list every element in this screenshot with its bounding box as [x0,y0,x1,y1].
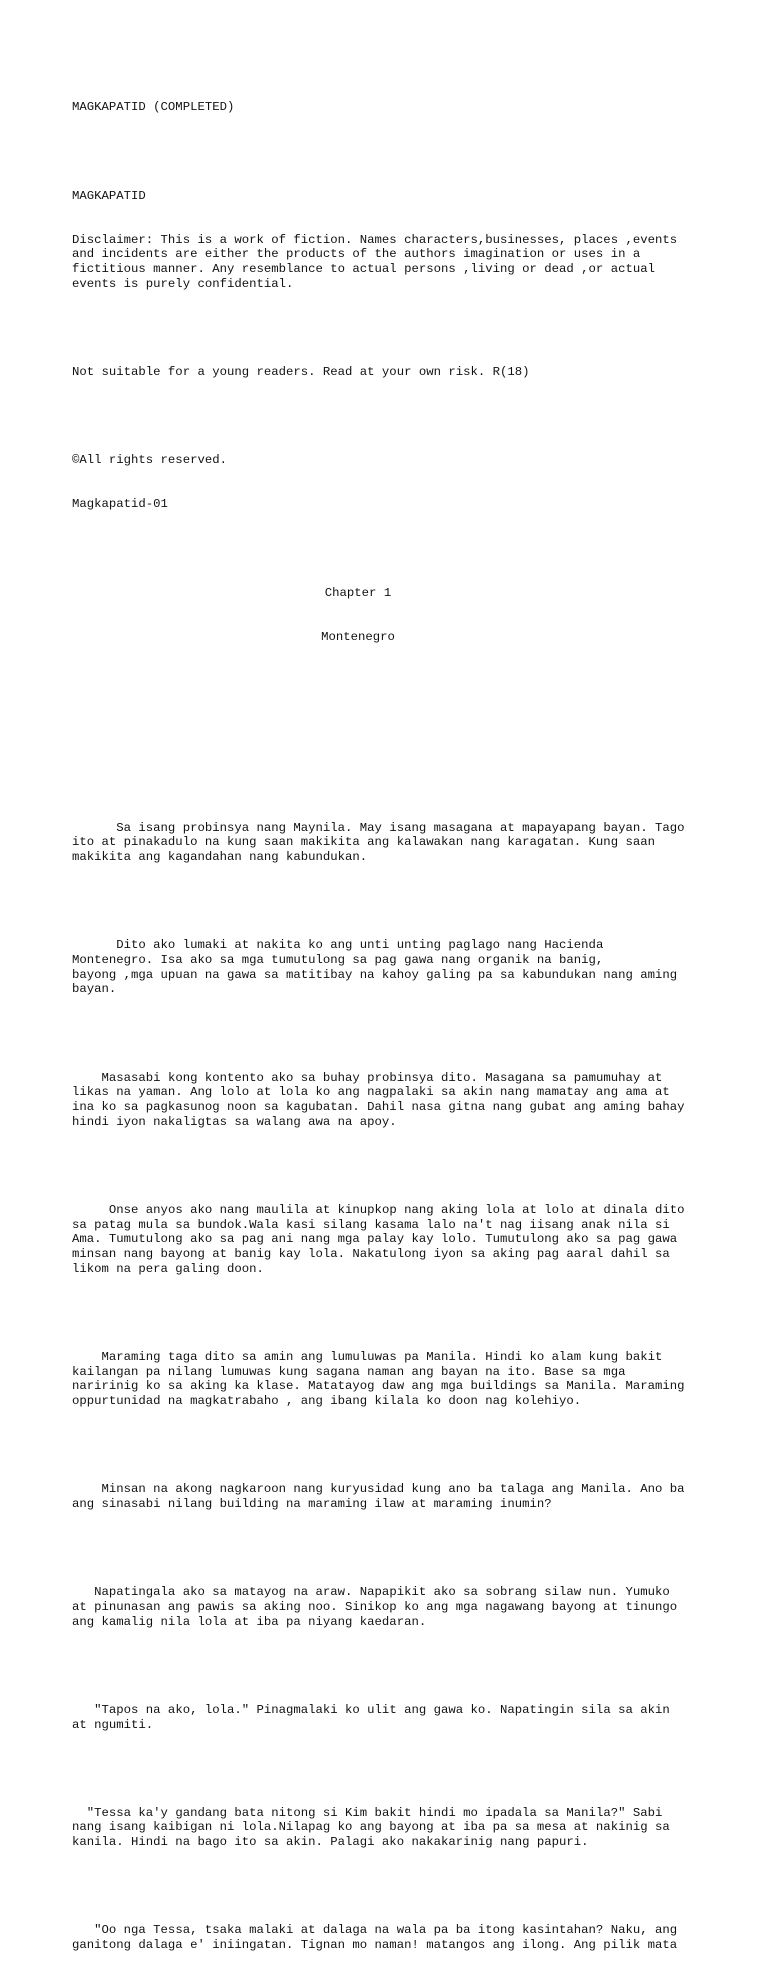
document-page [72,71,722,1967]
paragraph: Onse anyos ako nang maulila at kinupkop nang aking lola at lolo at dinala dito sa patag mula sa bundok.Wala kasi silang kasama lalo na't nag iisang anak nila si Ama. Tumutulong ako sa pag ani nang mga palay kay lolo. Tumutulong ako sa pag gawa minsan nang bayong at banig kay lola. Nakatulong iyon sa aking pag aaral dahil sa likom na pera galing doon. [72,1202,685,1276]
paragraph: Napatingala ako sa matayog na araw. Napapikit ako sa sobrang silaw nun. Yumuko at pinunasan ang pawis sa aking noo. Sinikop ko ang mga nagawang bayong at tinungo ang kamalig nila lola at iba pa niyang kaedaran. [72,1585,678,1629]
chapter-title: Montenegro [321,629,395,644]
chapter-number: Chapter 1 [324,585,392,600]
paragraph: Sa isang probinsya nang Maynila. May isang masagana at mapayapang bayan. Tago ito at pinakadulo na kung saan makikita ang kalawakan nang karagatan. Kung saan makikita ang kagandahan nang kabundukan. [72,820,685,865]
document-title: MAGKAPATID (COMPLETED) [72,100,235,115]
paragraph: "Tessa ka'y gandang bata nitong si Kim bakit hindi mo ipadala sa Manila?" Sabi nang isang kaibigan ni lola.Nilapag ko ang bayong at iba pa sa mesa at nakinig sa kanila. Hindi na bago ito sa akin. Palagi ako nakakarinig nang papuri. [72,1805,670,1850]
rights-notice: ©All rights reserved. [72,453,227,468]
paragraph: Maraming taga dito sa amin ang lumuluwas pa Manila. Hindi ko alam kung bakit kailangan pa nilang lumuwas kung sagana naman ang bayan na ito. Base sa mga naririnig ko sa aking ka klase. Matatayog daw ang mga buildings sa Manila. Maraming oppurtunidad na magkatrabaho , ang ibang kilala ko doon nag kolehiyo. [72,1350,685,1409]
paragraph: "Tapos na ako, lola." Pinagmalaki ko ulit ang gawa ko. Napatingin sila sa akin at ngumiti. [72,1702,670,1732]
paragraph: "Oo nga Tessa, tsaka malaki at dalaga na wala pa ba itong kasintahan? Naku, ang ganitong dalaga e' iniingatan. Tignan mo naman! matangos ang ilong. Ang pilik mata [72,1923,678,1953]
disclaimer-text: Disclaimer: This is a work of fiction. Names characters,businesses, places ,events and incidents are either the products of the authors imagination or uses in a fictitious manner. Any resemblance to actual persons ,living or dead ,or actual events is purely confidential. [72,232,678,291]
reader-warning: Not suitable for a young readers. Read at your own risk. R(18) [72,365,530,380]
paragraph: Minsan na akong nagkaroon nang kuryusidad kung ano ba talaga ang Manila. Ano ba ang sinasabi nilang building na maraming ilaw at maraming inumin? [72,1482,685,1512]
part-label: Magkapatid-01 [72,497,168,512]
document-heading: MAGKAPATID [72,188,146,203]
paragraph: Dito ako lumaki at nakita ko ang unti unting paglago nang Hacienda Montenegro. Isa ako sa mga tumutulong sa pag gawa nang organik na banig, bayong ,mga upuan na gawa sa matitibay na kahoy galing pa sa kabundukan nang aming bayan. [72,938,678,997]
paragraph: Masasabi kong kontento ako sa buhay probinsya dito. Masagana sa pamumuhay at likas na yaman. Ang lolo at lola ko ang nagpalaki sa akin nang mamatay ang ama at ina ko sa pagkasunog noon sa kagubatan. Dahil nasa gitna nang gubat ang aming bahay hindi iyon nakaligtas sa walang awa na apoy. [72,1070,685,1129]
